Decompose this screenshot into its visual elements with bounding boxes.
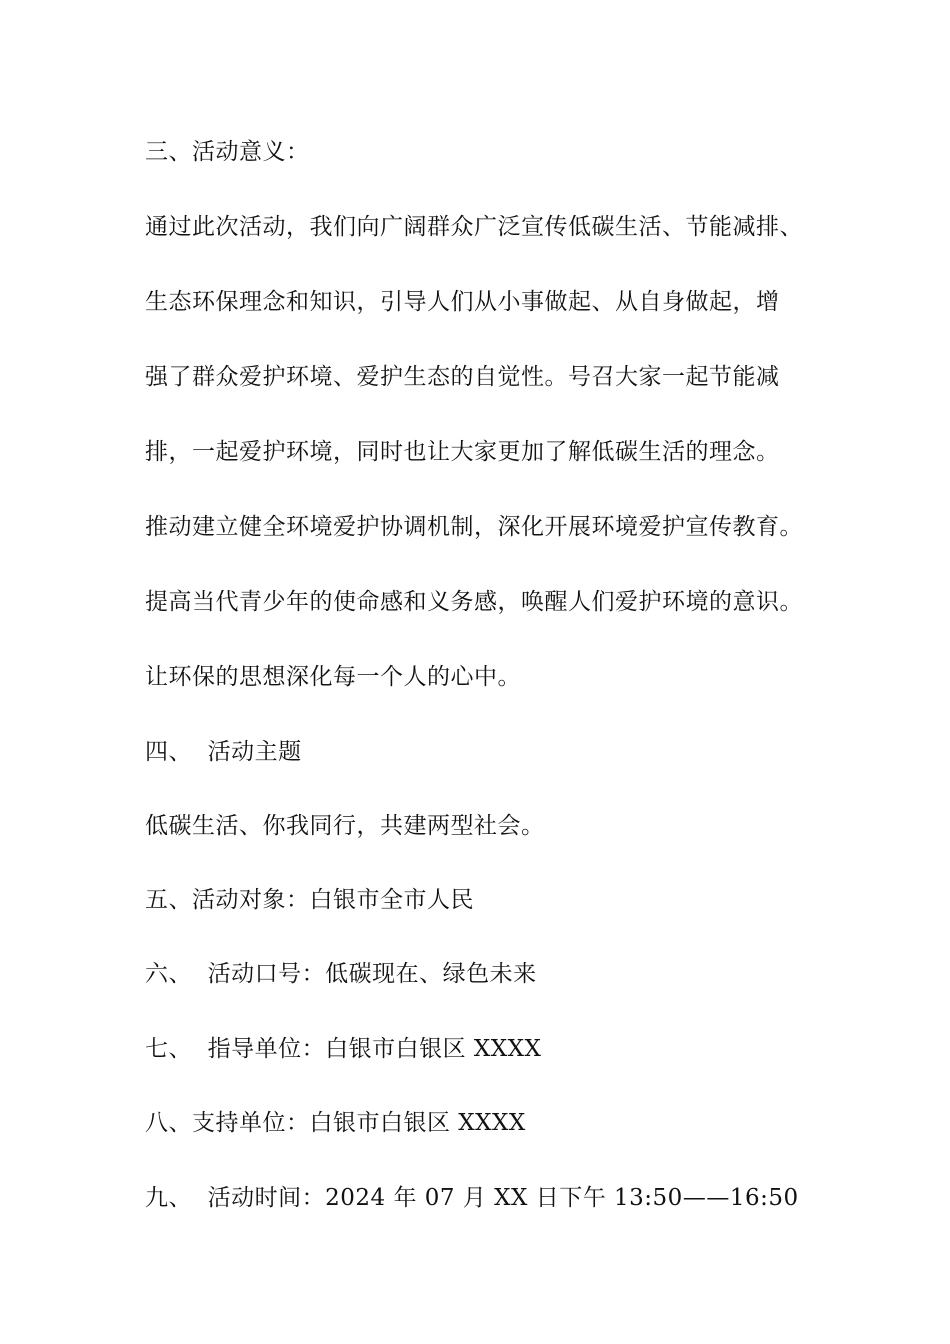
section4-content: 低碳生活、你我同行，共建两型社会。 [145, 813, 545, 839]
section3-para-line-1: 通过此次活动，我们向广阔群众广泛宣传低碳生活、节能减排、 [145, 214, 803, 240]
section3-para-line-4: 排，一起爱护环境，同时也让大家更加了解低碳生活的理念。 [145, 439, 780, 465]
section3-para-line-2: 生态环保理念和知识，引导人们从小事做起、从自身做起，增 [145, 289, 780, 315]
section9-activity-time: 九、 活动时间：2024 年 07 月 XX 日下午 13:50——16:50 [145, 1185, 799, 1211]
section3-para-line-6: 提高当代青少年的使命感和义务感，唤醒人们爱护环境的意识。 [145, 589, 803, 615]
section5-audience: 五、活动对象：白银市全市人民 [145, 887, 474, 913]
section3-para-line-5: 推动建立健全环境爱护协调机制，深化开展环境爱护宣传教育。 [145, 514, 803, 540]
section3-heading: 三、活动意义： [145, 139, 310, 165]
section3-para-line-3: 强了群众爱护环境、爱护生态的自觉性。号召大家一起节能减 [145, 364, 780, 390]
section4-heading: 四、 活动主题 [145, 739, 302, 765]
section3-para-line-7: 让环保的思想深化每一个人的心中。 [145, 664, 521, 690]
section8-support-unit: 八、支持单位：白银市白银区 XXXX [145, 1110, 526, 1136]
section6-slogan: 六、 活动口号：低碳现在、绿色未来 [145, 961, 537, 987]
section7-guidance-unit: 七、 指导单位：白银市白银区 XXXX [145, 1036, 542, 1062]
